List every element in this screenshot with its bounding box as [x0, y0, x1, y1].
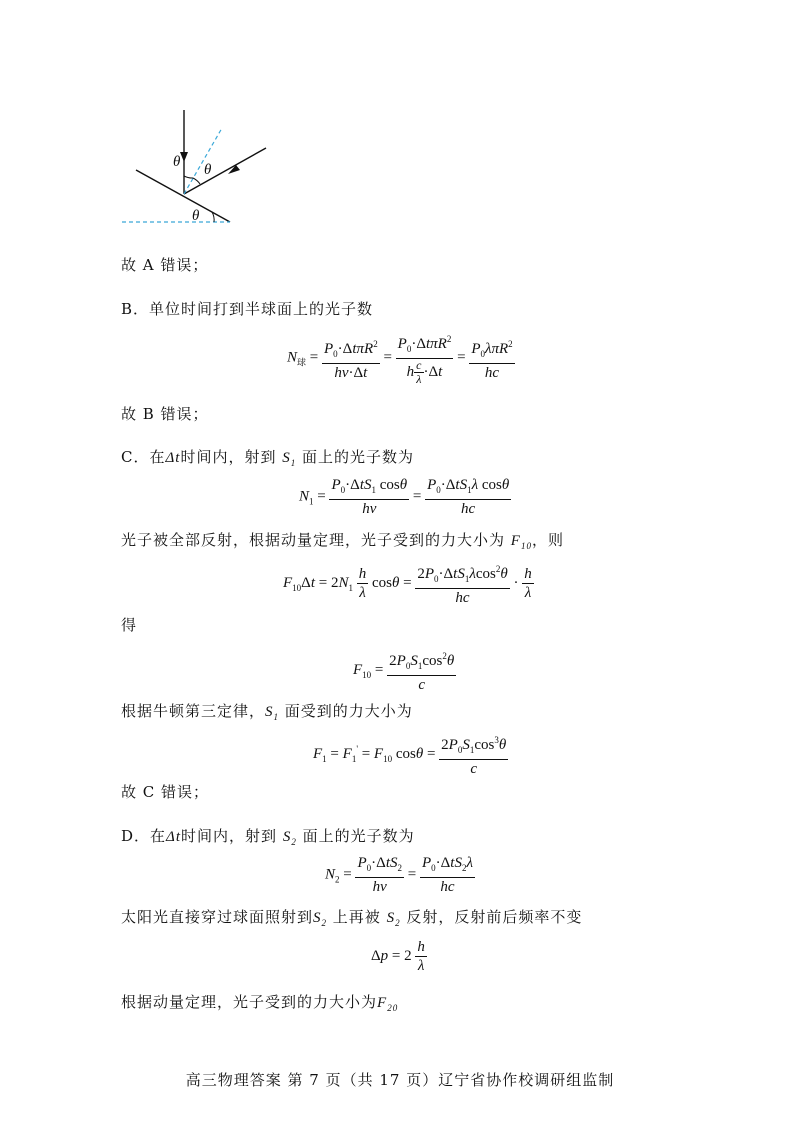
- text-line: B．单位时间打到半球面上的光子数: [121, 300, 374, 318]
- text-line: 根据牛顿第三定律，$S_1$ 面受到的力大小为: [121, 702, 413, 722]
- equation: $F_{10}\Delta t = 2N_1$ $\frac{h}{\lambda}$ cosθ = $\frac{2P_0\cdot\Delta tS_1\lambda\cos^2\theta}{hc}$ · $\frac{h}{\lambda}$: [283, 560, 534, 607]
- equation: $N_1$ = $\frac{P_0\cdot\Delta tS_1 \cos\theta}{h\nu}$ = $\frac{P_0\cdot\Delta tS_1\lambda \cos\theta}{hc}$: [299, 477, 510, 517]
- equation: Δp = 2 $\frac{h}{\lambda}$: [371, 939, 425, 974]
- angle-label-theta: θ: [173, 154, 181, 170]
- text-line: 太阳光直接穿过球面照射到$S_2$ 上再被 $S_2$ 反射，反射前后频率不变: [121, 908, 583, 928]
- equation: $F_1 = F_1' = F_{10}$ cosθ = $\frac{2P_0S_1\cos^3\theta}{c}$: [313, 731, 508, 778]
- text-line: D．在Δt时间内，射到 $S_2$ 面上的光子数为: [121, 827, 415, 847]
- angle-label-theta: θ: [192, 208, 200, 224]
- angle-label-theta: θ: [204, 162, 212, 178]
- text-line: 故 A 错误；: [121, 256, 209, 274]
- equation: $N_球$ = $\frac{P_0\cdot\Delta t\pi R^2}{h\nu\cdot\Delta t}$ = $P_0\cdot\Delta t\pi R^2$ h $\frac{c}{\lambda}$ ·Δt = $\frac{P_0\lambda\pi R^2}{hc}$: [287, 330, 515, 386]
- text-line: C．在Δt时间内，射到 $S_1$ 面上的光子数为: [121, 448, 415, 468]
- equation: $N_2$ = $\frac{P_0\cdot\Delta tS_2}{h\nu}$ = $\frac{P_0\cdot\Delta tS_2\lambda}{hc}$: [325, 855, 473, 895]
- text-line: 故 C 错误；: [121, 783, 210, 801]
- equation: $F_{10}$ = $\frac{2P_0S_1\cos^2\theta}{c}$: [353, 647, 456, 694]
- text-line: 故 B 错误；: [121, 405, 209, 423]
- text-line: 光子被全部反射，根据动量定理，光子受到的力大小为 $F_{10}$，则: [121, 531, 564, 551]
- page-footer: 高三物理答案 第 7 页（共 17 页）辽宁省协作校调研组监制: [185, 1071, 615, 1089]
- text-line: 得: [121, 616, 138, 634]
- text-line: 根据动量定理，光子受到的力大小为$F_{20}$: [121, 993, 399, 1013]
- reflection-diagram: [118, 108, 278, 228]
